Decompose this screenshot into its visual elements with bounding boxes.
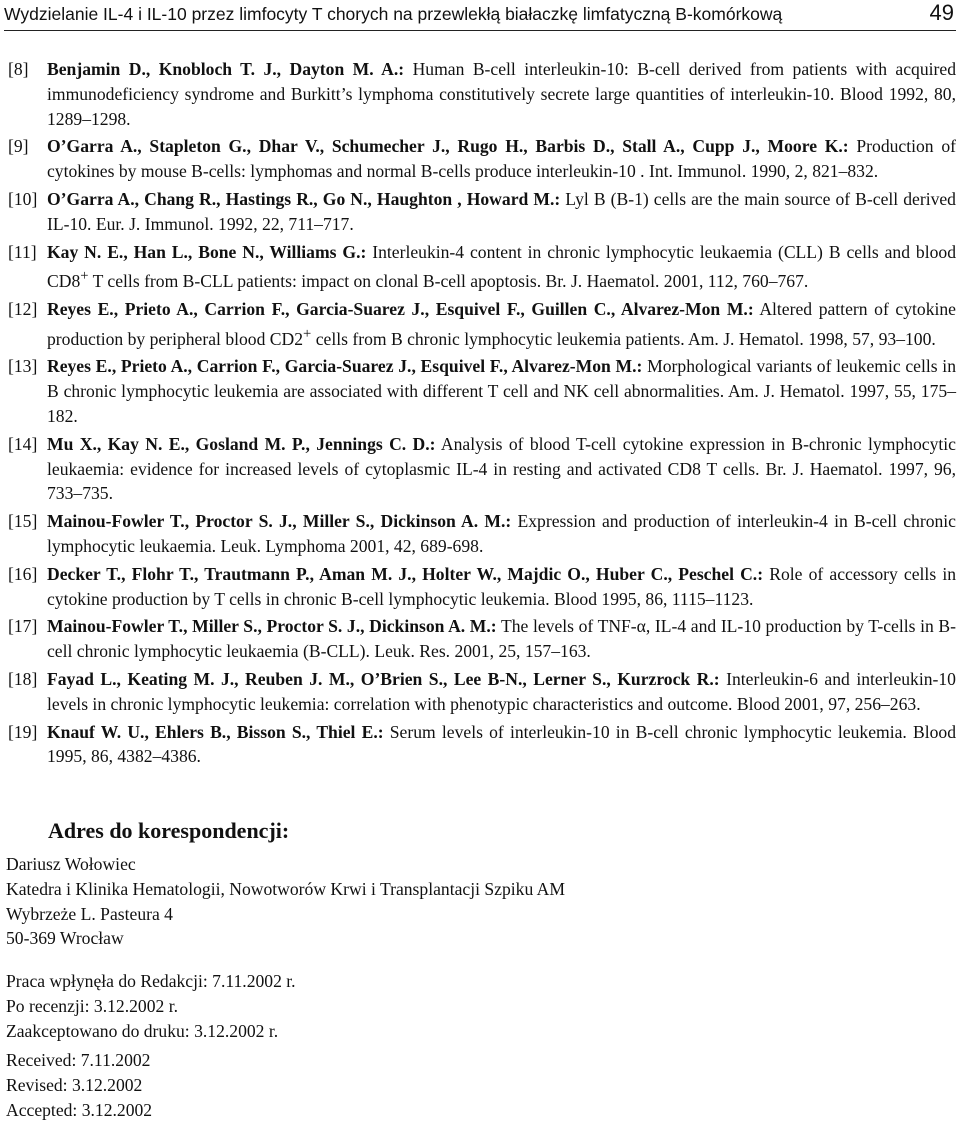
reference-authors: O’Garra A., Stapleton G., Dhar V., Schumecher J., Rugo H., Barbis D., Stall A., Cupp J., Moore K.: (47, 136, 849, 157)
reference-text-continued: cells from B chronic lymphocytic leukemia patients. Am. J. Hematol. 1998, 57, 93–100. (311, 328, 936, 349)
address-line: 50-369 Wrocław (6, 928, 124, 949)
date-line: Praca wpłynęła do Redakcji: 7.11.2002 r. (6, 971, 296, 991)
address-line: Dariusz Wołowiec (6, 854, 136, 874)
reference-number: [10] (8, 188, 38, 209)
reference-text: Expression and production of interleukin-4 in B-cell chronic lymphocytic leukaemia. Leuk. Lymphoma 2001, 42, 689-698. (47, 511, 956, 557)
reference-item (8, 720, 956, 770)
reference-item (8, 432, 956, 506)
reference-list (8, 57, 956, 772)
date-line: Zaakceptowano do druku: 3.12.2002 r. (6, 1020, 279, 1041)
reference-authors: Reyes E., Prieto A., Carrion F., Garcia-Suarez J., Esquivel F., Guillen C., Alvarez-Mon M.: (47, 299, 754, 320)
reference-number: [12] (8, 299, 38, 320)
reference-item (8, 240, 956, 294)
correspondence-address (6, 852, 565, 951)
submission-dates-english (6, 1048, 152, 1122)
submission-dates-polish (6, 969, 296, 1043)
address-line: Wybrzeże L. Pasteura 4 (6, 903, 173, 924)
reference-item (8, 667, 956, 717)
reference-authors: O’Garra A., Chang R., Hastings R., Go N., Haughton , Howard M.: (47, 188, 561, 209)
reference-text: Role of accessory cells in cytokine production by T cells in chronic B-cell lymphocytic leukemia. Blood 1995, 86, 1115–1123. (47, 563, 956, 609)
reference-authors: Mainou-Fowler T., Miller S., Proctor S. J., Dickinson A. M.: (47, 616, 497, 637)
reference-text: Interleukin-6 and interleukin-10 levels in chronic lymphocytic leukemia: correlation with phenotypic characteristics and outcome. Blood 2001, 97, 256–263. (47, 669, 956, 714)
date-line: Received: 7.11.2002 (6, 1050, 151, 1070)
reference-item (8, 57, 956, 131)
date-line: Accepted: 3.12.2002 (6, 1099, 153, 1120)
reference-number: [16] (8, 563, 38, 584)
reference-item (8, 134, 956, 184)
reference-text: The levels of TNF-α, IL-4 and IL-10 production by T-cells in B-cell chronic lymphocytic leukaemia (B-CLL). Leuk. Res. 2001, 25, 157–163. (47, 616, 956, 662)
page-number: 49 (929, 0, 954, 25)
reference-number: [15] (8, 511, 38, 532)
reference-text: Altered pattern of cytokine production by peripheral blood CD2 (47, 299, 956, 349)
reference-text-continued: T cells from B-CLL patients: impact on clonal B-cell apoptosis. Br. J. Haematol. 2001, 112, 760–767. (88, 271, 809, 292)
correspondence-title: Adres do korespondencji: (48, 818, 290, 843)
reference-text: Interleukin-4 content in chronic lymphocytic leukaemia (CLL) B cells and blood CD8 (47, 241, 956, 292)
reference-text: Human B-cell interleukin-10: B-cell derived from patients with acquired immunodeficiency syndrome and Burkitt’s lymphoma constitutively secrete large quantities of interleukin-10. Blood 1992, 80, 1289–1298. (47, 59, 956, 129)
reference-text: Morphological variants of leukemic cells in B chronic lymphocytic leukemia are associated with different T cell and NK cell abnormalities. Am. J. Hematol. 1997, 55, 175–182. (47, 356, 956, 427)
reference-authors: Kay N. E., Han L., Bone N., Williams G.: (47, 241, 367, 262)
reference-number: [13] (8, 356, 38, 377)
date-line: Revised: 3.12.2002 (6, 1074, 143, 1095)
reference-item (8, 354, 956, 428)
reference-item (8, 187, 956, 237)
reference-item (8, 509, 956, 559)
address-line: Katedra i Klinika Hematologii, Nowotworów Krwi i Transplantacji Szpiku AM (6, 878, 566, 899)
running-head: Wydzielanie IL-4 i IL-10 przez limfocyty T chorych na przewlekłą białaczkę limfatyczną B-komórkową (4, 4, 783, 24)
page-header (4, 0, 956, 31)
reference-authors: Mu X., Kay N. E., Gosland M. P., Jennings C. D.: (47, 433, 436, 454)
reference-number: [14] (8, 433, 38, 454)
date-line: Po recenzji: 3.12.2002 r. (6, 995, 178, 1016)
reference-authors: Decker T., Flohr T., Trautmann P., Aman M. J., Holter W., Majdic O., Huber C., Peschel C.: (47, 563, 764, 584)
reference-superscript: + (303, 325, 312, 342)
reference-item (8, 562, 956, 612)
reference-number: [11] (8, 241, 37, 262)
reference-authors: Knauf W. U., Ehlers B., Bisson S., Thiel E.: (47, 721, 384, 742)
reference-number: [17] (8, 616, 38, 637)
reference-number: [8] (8, 59, 29, 79)
reference-authors: Reyes E., Prieto A., Carrion F., Garcia-Suarez J., Esquivel F., Alvarez-Mon M.: (47, 356, 643, 377)
reference-number: [19] (8, 721, 38, 742)
reference-number: [18] (8, 669, 38, 690)
reference-authors: Mainou-Fowler T., Proctor S. J., Miller S., Dickinson A. M.: (47, 511, 512, 532)
reference-text: Serum levels of interleukin-10 in B-cell chronic lymphocytic leukemia. Blood 1995, 86, 4382–4386. (47, 721, 956, 767)
reference-superscript: + (80, 268, 89, 285)
reference-text: Production of cytokines by mouse B-cells: lymphomas and normal B-cells produce interleukin-10 . Int. Immunol. 1990, 2, 821–832. (47, 136, 956, 182)
reference-item (8, 297, 956, 351)
reference-authors: Benjamin D., Knobloch T. J., Dayton M. A.: (47, 59, 405, 79)
reference-text: Lyl B (B-1) cells are the main source of B-cell derived IL-10. Eur. J. Immunol. 1992, 22, 711–717. (47, 188, 956, 234)
reference-authors: Fayad L., Keating M. J., Reuben J. M., O’Brien S., Lee B-N., Lerner S., Kurzrock R.: (47, 669, 720, 690)
reference-number: [9] (8, 136, 29, 157)
reference-text: Analysis of blood T-cell cytokine expression in B-chronic lymphocytic leukaemia: evidence for increased levels of cytoplasmic IL-4 in resting and activated CD8 T cells. Br. J. Haematol. 1997, 96, 733–735. (47, 433, 956, 504)
reference-item (8, 614, 956, 664)
